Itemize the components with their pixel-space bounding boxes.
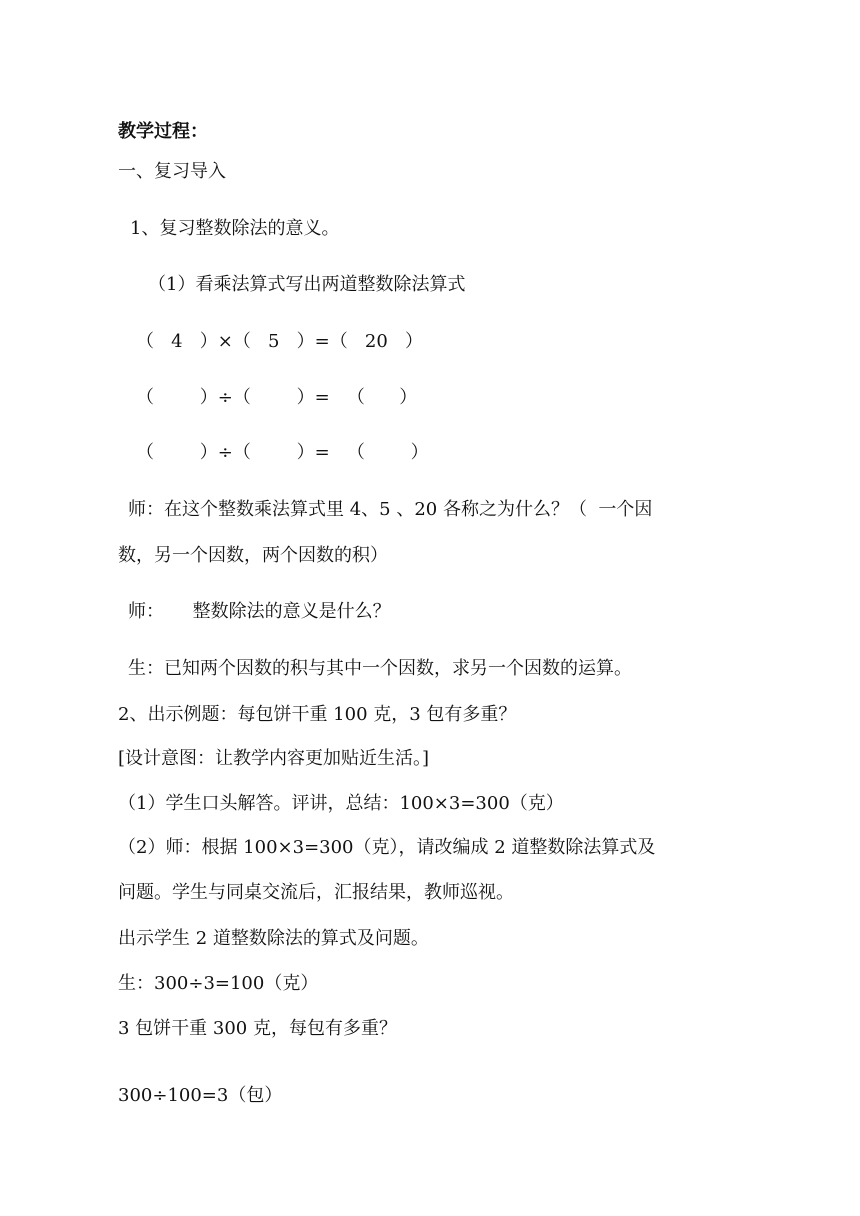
item-title: 1、复习整数除法的意义。 xyxy=(130,218,340,239)
student-answer: 生：已知两个因数的积与其中一个因数，求另一个因数的运算。 xyxy=(128,658,632,679)
word-problem: 3 包饼干重 300 克，每包有多重？ xyxy=(118,1018,397,1039)
design-intent-note: [设计意图：让教学内容更加贴近生活。] xyxy=(118,748,430,769)
division-equation-blank: （ ）÷（ ）= （ ） xyxy=(136,442,429,463)
division-equation: 300÷100=3（包） xyxy=(118,1085,283,1106)
division-equation-blank: （ ）÷（ ）= （ ） xyxy=(136,387,418,408)
teacher-question: 师： 整数除法的意义是什么？ xyxy=(128,601,391,622)
step-line: （2）师：根据 100×3=300（克），请改编成 2 道整数除法算式及 xyxy=(118,837,656,858)
teacher-question-line: 师：在这个整数乘法算式里 4、5 、20 各称之为什么？（ 一个因 xyxy=(128,499,653,520)
multiplication-equation: （ 4 ）×（ 5 ）=（ 20 ） xyxy=(136,331,423,352)
teacher-question-line: 数，另一个因数，两个因数的积） xyxy=(118,545,388,566)
section-heading: 教学过程： xyxy=(118,121,208,142)
section-title: 一、复习导入 xyxy=(118,161,226,182)
step-line: （1）学生口头解答。评讲，总结：100×3=300（克） xyxy=(118,793,564,814)
example-problem: 2、出示例题：每包饼干重 100 克，3 包有多重？ xyxy=(118,704,517,725)
sub-item-title: （1）看乘法算式写出两道整数除法算式 xyxy=(148,274,466,295)
student-equation: 生：300÷3=100（克） xyxy=(118,973,319,994)
instruction-line: 出示学生 2 道整数除法的算式及问题。 xyxy=(118,928,429,949)
step-line: 问题。学生与同桌交流后，汇报结果，教师巡视。 xyxy=(118,882,514,903)
